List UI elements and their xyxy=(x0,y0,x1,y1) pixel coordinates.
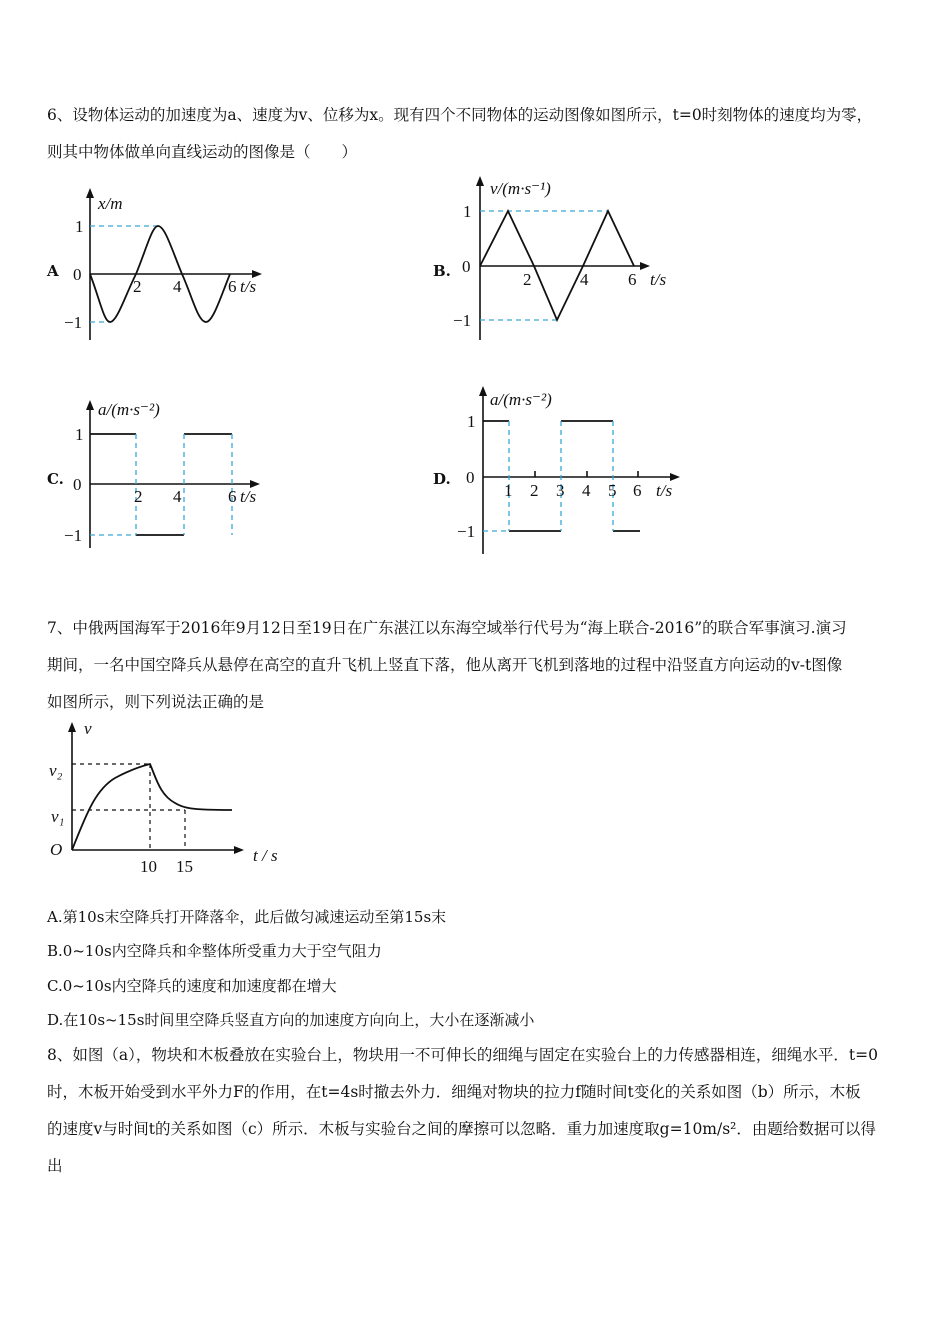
svg-text:−1: −1 xyxy=(64,526,83,545)
svg-text:0: 0 xyxy=(462,257,471,276)
graph-b-tlabel: t/s xyxy=(650,270,667,289)
svg-text:0: 0 xyxy=(466,468,475,487)
svg-text:1: 1 xyxy=(75,217,84,236)
svg-text:2: 2 xyxy=(133,277,142,296)
graph-c-tlabel: t/s xyxy=(240,487,257,506)
q7-v1: v₁ xyxy=(51,807,65,826)
svg-text:2: 2 xyxy=(530,481,539,500)
svg-text:2: 2 xyxy=(523,270,532,289)
graph-b-ylabel: v/(m·s⁻¹) xyxy=(490,179,551,198)
q6-line2: 则其中物体做单向直线运动的图像是（ ） xyxy=(47,143,358,161)
svg-text:4: 4 xyxy=(173,277,182,296)
graph-c-ylabel: a/(m·s⁻²) xyxy=(98,400,160,419)
svg-text:2: 2 xyxy=(134,487,143,506)
q7-line2: 期间，一名中国空降兵从悬停在高空的直升飞机上竖直下落，他从离开飞机到落地的过程中沿竖直方向运动的v-t图像 xyxy=(47,656,843,674)
svg-text:6: 6 xyxy=(228,277,237,296)
q8-line2: 时，木板开始受到水平外力F的作用，在t=4s时撤去外力．细绳对物块的拉力f随时间t变化的关系如图（b）所示，木板 xyxy=(47,1083,861,1101)
option-c-label: C. xyxy=(47,470,64,488)
svg-text:4: 4 xyxy=(582,481,591,500)
q7-option-b: B.0~10s内空降兵和伞整体所受重力大于空气阻力 xyxy=(47,942,382,960)
q7-tick-10: 10 xyxy=(140,857,157,876)
option-a-label: A xyxy=(47,262,59,280)
svg-text:1: 1 xyxy=(463,202,472,221)
graph-a-ylabel: x/m xyxy=(98,194,123,213)
svg-text:1: 1 xyxy=(467,412,476,431)
svg-text:1: 1 xyxy=(504,481,513,500)
q8-line4: 出 xyxy=(47,1157,63,1175)
q7-xlabel: t / s xyxy=(253,846,278,865)
graph-d-tlabel: t/s xyxy=(656,481,673,500)
q7-line3: 如图所示，则下列说法正确的是 xyxy=(47,693,265,711)
q7-option-d: D.在10s~15s时间里空降兵竖直方向的加速度方向向上，大小在逐渐减小 xyxy=(47,1011,535,1029)
svg-text:1: 1 xyxy=(75,425,84,444)
svg-text:6: 6 xyxy=(633,481,642,500)
svg-text:4: 4 xyxy=(580,270,589,289)
q7-option-c: C.0~10s内空降兵的速度和加速度都在增大 xyxy=(47,977,337,995)
svg-text:0: 0 xyxy=(73,475,82,494)
svg-text:5: 5 xyxy=(608,481,617,500)
svg-text:−1: −1 xyxy=(453,311,472,330)
q8-line1: 8、如图（a），物块和木板叠放在实验台上，物块用一不可伸长的细绳与固定在实验台上的力传感器相连，细绳水平．t=0 xyxy=(47,1046,878,1064)
q7-line1: 7、中俄两国海军于2016年9月12日至19日在广东湛江以东海空域举行代号为“海上联合-2016”的联合军事演习.演习 xyxy=(47,619,847,637)
svg-text:−1: −1 xyxy=(457,522,476,541)
svg-text:6: 6 xyxy=(628,270,637,289)
graph-a-tlabel: t/s xyxy=(240,277,257,296)
svg-text:−1: −1 xyxy=(64,313,83,332)
graph-d-ylabel: a/(m·s⁻²) xyxy=(490,390,552,409)
option-d-label: D. xyxy=(433,470,451,488)
svg-text:3: 3 xyxy=(556,481,565,500)
q7-ylabel: v xyxy=(84,719,92,738)
q7-origin: O xyxy=(50,840,63,859)
svg-text:6: 6 xyxy=(228,487,237,506)
svg-text:0: 0 xyxy=(73,265,82,284)
q7-tick-15: 15 xyxy=(176,857,193,876)
svg-text:4: 4 xyxy=(173,487,182,506)
q6-line1: 6、设物体运动的加速度为a、速度为v、位移为x。现有四个不同物体的运动图像如图所示，t=0时刻物体的速度均为零， xyxy=(47,106,873,124)
q7-option-a: A.第10s末空降兵打开降落伞，此后做匀减速运动至第15s末 xyxy=(47,908,447,926)
q7-v2: v₂ xyxy=(49,761,63,780)
option-b-label: B. xyxy=(433,262,451,280)
q8-line3: 的速度v与时间t的关系如图（c）所示．木板与实验台之间的摩擦可以忽略．重力加速度取g=10m/s²．由题给数据可以得 xyxy=(47,1120,876,1138)
